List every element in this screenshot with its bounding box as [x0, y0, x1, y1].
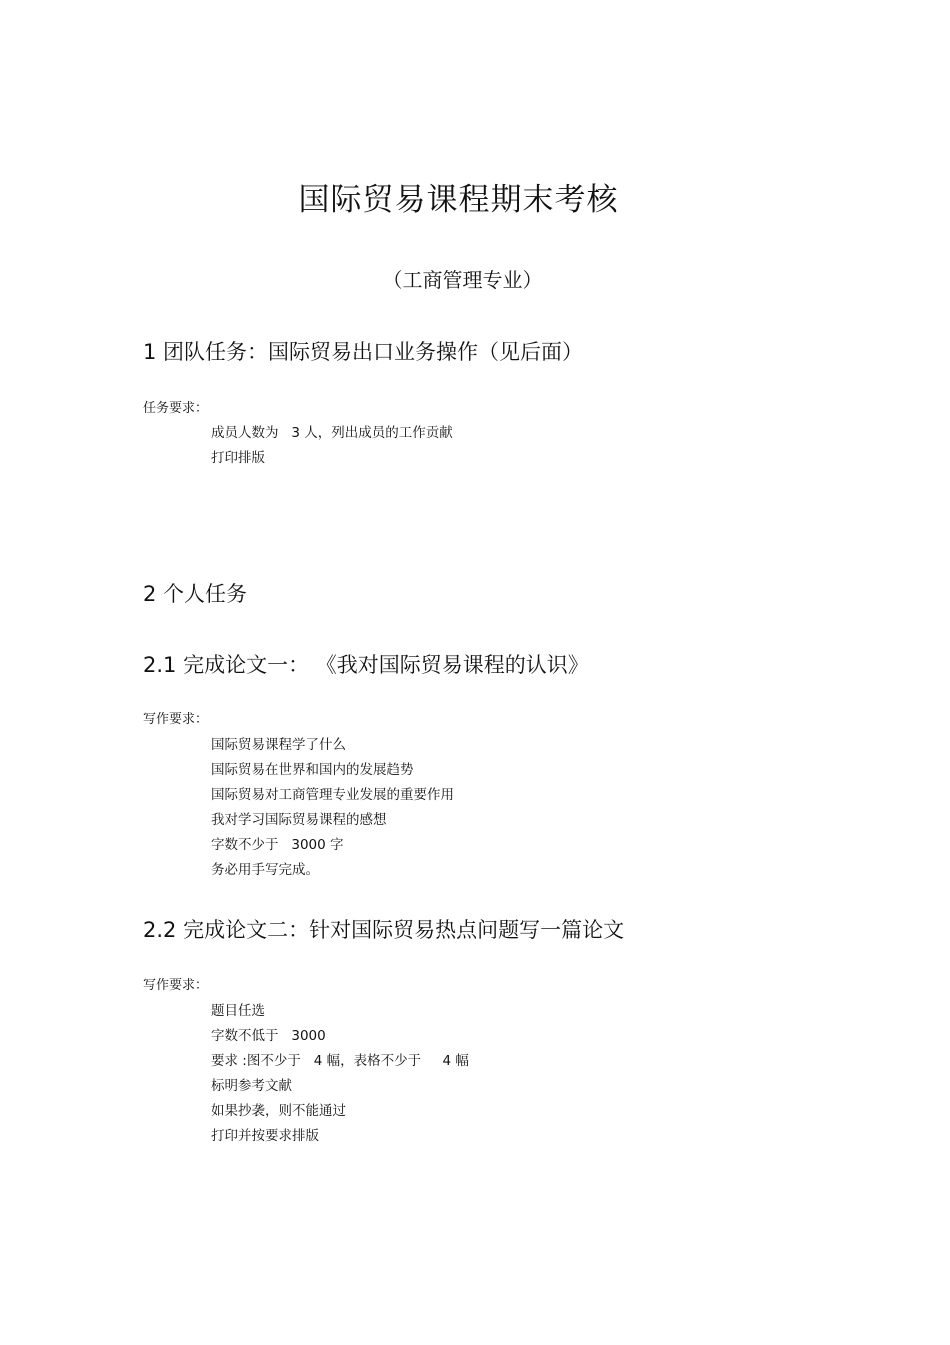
list-item: 字数不低于 3000	[211, 1028, 326, 1044]
document-title: 国际贸易课程期末考核	[298, 182, 619, 218]
list-item: 务必用手写完成。	[211, 862, 319, 878]
section-2-1-requirements-label: 写作要求：	[143, 712, 209, 727]
list-item: 国际贸易对工商管理专业发展的重要作用	[211, 787, 454, 803]
list-item: 国际贸易课程学了什么	[211, 737, 346, 753]
section-2-1-heading: 2.1 完成论文一： 《我对国际贸易课程的认识》	[143, 653, 589, 677]
section-1-requirements-label: 任务要求：	[143, 401, 209, 416]
section-2-heading: 2 个人任务	[143, 582, 248, 606]
list-item: 成员人数为 3 人，列出成员的工作贡献	[211, 425, 453, 441]
list-item: 题目任选	[211, 1003, 265, 1019]
list-item: 国际贸易在世界和国内的发展趋势	[211, 762, 414, 778]
section-2-1-requirements-list	[211, 733, 454, 883]
list-item: 字数不少于 3000 字	[211, 837, 344, 853]
section-1-heading: 1 团队任务：国际贸易出口业务操作（见后面）	[143, 340, 584, 364]
list-item: 我对学习国际贸易课程的感想	[211, 812, 387, 828]
list-item: 如果抄袭，则不能通过	[211, 1103, 346, 1119]
list-item: 打印排版	[211, 450, 265, 466]
list-item: 要求 :图不少于 4 幅，表格不少于 4 幅	[211, 1053, 469, 1069]
section-2-2-requirements-list	[211, 999, 469, 1149]
list-item: 标明参考文献	[211, 1078, 292, 1094]
section-2-2-requirements-label: 写作要求：	[143, 978, 209, 993]
section-1-requirements-list	[211, 421, 453, 471]
document-subtitle: （工商管理专业）	[382, 268, 543, 292]
list-item: 打印并按要求排版	[211, 1128, 319, 1144]
section-2-2-heading: 2.2 完成论文二：针对国际贸易热点问题写一篇论文	[143, 918, 625, 942]
